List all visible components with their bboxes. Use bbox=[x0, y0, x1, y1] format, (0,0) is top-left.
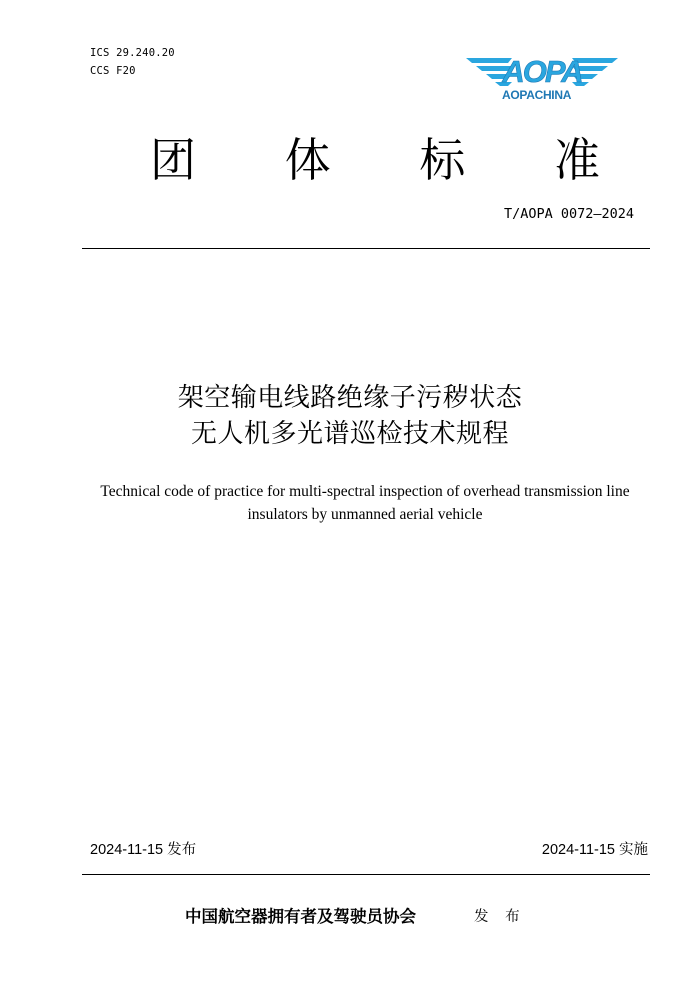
standard-type-heading bbox=[150, 132, 600, 188]
aopa-china-label: AOPACHINA bbox=[502, 88, 572, 102]
english-title bbox=[70, 480, 660, 526]
ics-code: ICS 29.240.20 bbox=[90, 47, 175, 59]
standard-type-char: 团 bbox=[150, 133, 196, 187]
standard-type-char: 标 bbox=[419, 133, 466, 187]
chinese-title bbox=[0, 380, 700, 452]
aopa-logo-text: AOPA bbox=[502, 54, 582, 89]
standard-type-char: 体 bbox=[284, 133, 331, 187]
standard-type-char: 准 bbox=[553, 133, 600, 187]
chinese-title-line: 架空输电线路绝缘子污秽状态 bbox=[177, 383, 523, 413]
bottom-divider bbox=[82, 874, 650, 875]
top-divider bbox=[82, 248, 650, 249]
ccs-code: CCS F20 bbox=[90, 65, 136, 77]
publish-date: 2024-11-15 发布 bbox=[90, 842, 197, 858]
chinese-title-line: 无人机多光谱巡检技术规程 bbox=[190, 419, 509, 449]
english-title-line: Technical code of practice for multi-spectral inspection of overhead transmission line bbox=[100, 483, 630, 500]
standard-code: T/AOPA 0072—2024 bbox=[503, 206, 634, 222]
english-title-line: insulators by unmanned aerial vehicle bbox=[247, 506, 483, 523]
implement-date: 2024-11-15 实施 bbox=[541, 842, 648, 858]
classification-codes bbox=[90, 44, 175, 80]
issuing-organization: 中国航空器拥有者及驾驶员协会 bbox=[185, 907, 416, 926]
issue-label: 发 布 bbox=[474, 909, 526, 925]
